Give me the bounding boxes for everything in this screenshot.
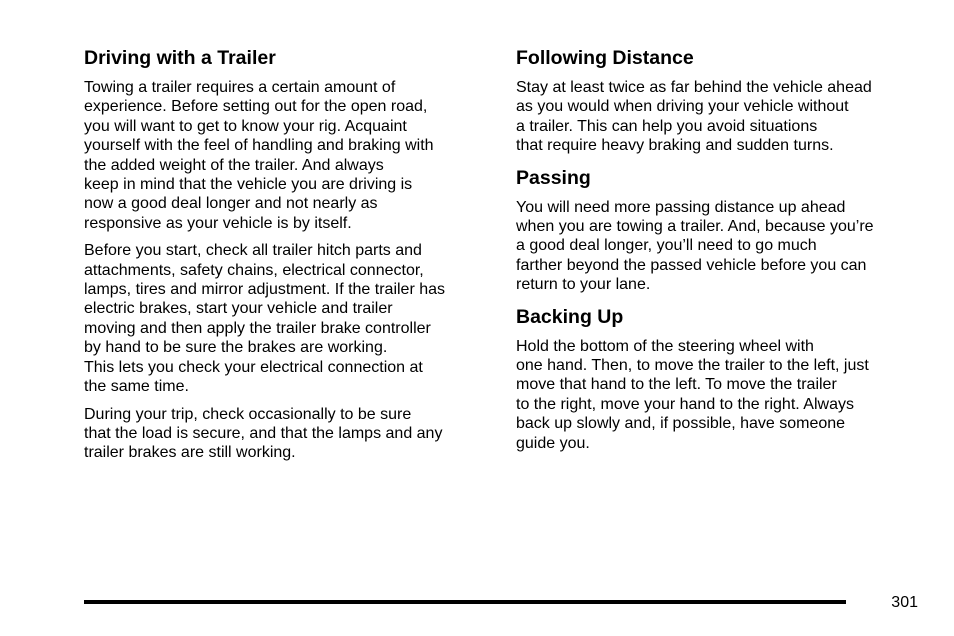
section-heading-backing-up: Backing Up [516,305,624,328]
paragraph-backing-up: Hold the bottom of the steering wheel with one hand. Then, to move the trailer to the left, just move that hand to the left. To move the trailer to the right, move your hand to the right. Always back up slowly and, if possible, have someone guide you. [516,337,869,452]
section-heading-driving-with-a-trailer: Driving with a Trailer [84,47,276,69]
paragraph-following-distance: Stay at least twice as far behind the vehicle ahead as you would when driving your vehicle without a trailer. This can help you avoid situations that require heavy braking and sudden turns. [516,79,872,155]
section-heading-following-distance: Following Distance [516,47,694,69]
paragraph-before-you-start: Before you start, check all trailer hitch parts and attachments, safety chains, electrical connector, lamps, tires and mirror adjustment. If the trailer has electric brakes, start your vehicle and trailer moving and then apply the trailer brake controller by hand to be sure the brakes are working. This lets you check your electrical connection at the same time. [84,242,446,396]
paragraph-during-your-trip: During your trip, check occasionally to be sure that the load is secure, and that the lamps and any trailer brakes are still working. [84,405,443,462]
right-column [516,46,924,461]
section-heading-passing: Passing [516,166,591,189]
footer-rule [84,600,846,604]
page-number: 301 [891,594,918,611]
paragraph-towing-experience: Towing a trailer requires a certain amount of experience. Before setting out for the open road, you will want to get to know your rig. Acquaint yourself with the feel of handling and braking with the added weight of the trailer. And always keep in mind that the vehicle you are driving is now a good deal longer and not nearly as responsive as your vehicle is by itself. [84,79,434,232]
left-column [84,46,492,471]
paragraph-passing: You will need more passing distance up ahead when you are towing a trailer. And, because you’re a good deal longer, you’ll need to go much farther beyond the passed vehicle before you can return to your lane. [516,198,874,294]
